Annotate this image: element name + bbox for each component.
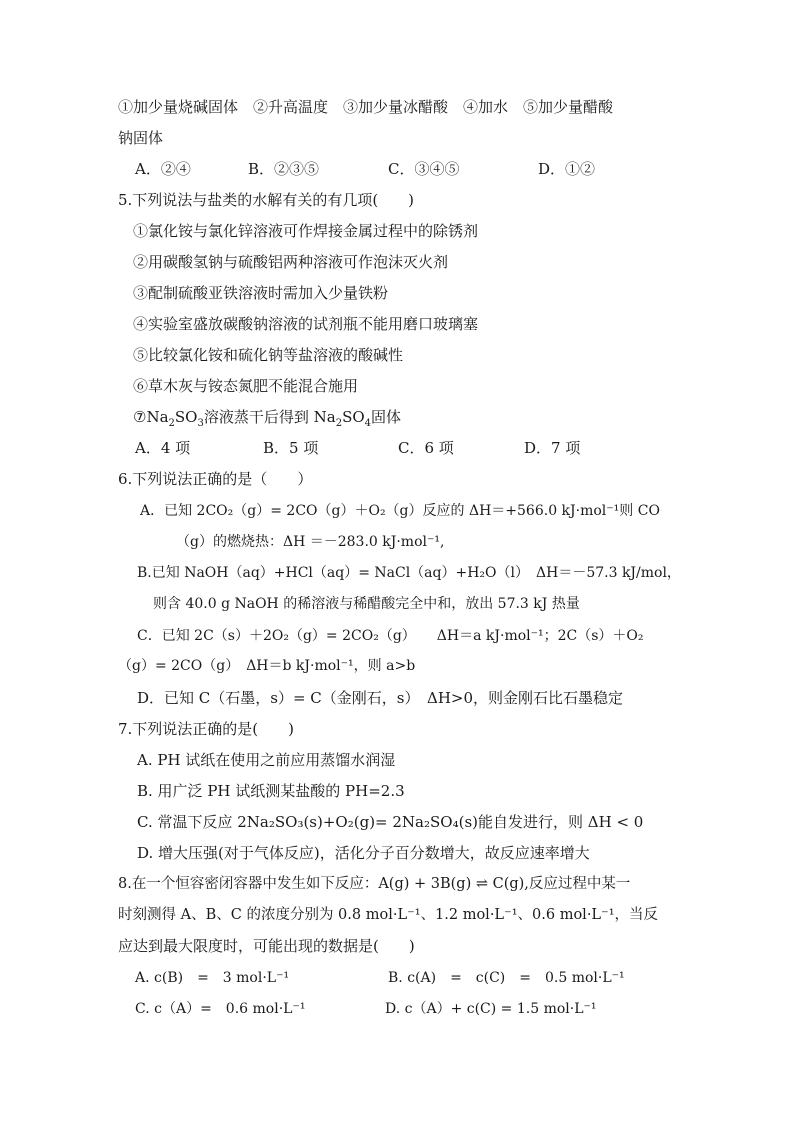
- q8-option-c: C. c（A）= 0.6 mol·L⁻¹: [135, 1001, 306, 1017]
- q5-item7-part-c: 溶液蒸干后得到 Na: [203, 408, 336, 426]
- q4-option-d: D．①②: [538, 160, 596, 178]
- q8-option-a: A. c(B) = 3 mol·L⁻¹: [135, 970, 290, 986]
- q5-item7-sub-2a: 2: [168, 418, 175, 429]
- q7-option-a: A. PH 试纸在使用之前应用蒸馏水润湿: [137, 751, 396, 769]
- q6-option-d: D．已知 C（石墨，s）= C（金刚石，s） ΔH>0，则金刚石比石墨稳定: [137, 689, 624, 707]
- q5-item-5: ⑤比较氯化铵和硫化钠等盐溶液的酸碱性: [133, 346, 404, 364]
- q5-item7-part-b: SO: [174, 408, 198, 426]
- q5-item7-part-d: SO: [342, 408, 365, 426]
- q4-option-a: A．②④: [135, 160, 191, 178]
- q5-item7-sub-4: 4: [364, 418, 372, 429]
- q4-conditions-line1: ①加少量烧碱固体 ②升高温度 ③加少量冰醋酸 ④加水 ⑤加少量醋酸: [118, 98, 614, 116]
- q8-option-d: D. c（A）+ c(C) = 1.5 mol·L⁻¹: [385, 1001, 597, 1017]
- q5-item-7: [133, 407, 401, 427]
- q5-item7-sub-2b: 2: [335, 418, 343, 429]
- q8-stem-line3: 应达到最大限度时，可能出现的数据是( ): [118, 937, 415, 955]
- q5-item7-part-a: ⑦Na: [133, 408, 169, 426]
- q8-option-b: B. c(A) = c(C) = 0.5 mol·L⁻¹: [388, 970, 625, 986]
- q6-option-c-line1: C．已知 2C（s）＋2O₂（g）= 2CO₂（g） ΔH＝a kJ·mol⁻¹；2C（s）＋O₂: [137, 628, 644, 644]
- q5-item7-sub-3: 3: [197, 418, 204, 429]
- q7-option-c: C. 常温下反应 2Na₂SO₃(s)+O₂(g)= 2Na₂SO₄(s)能自发进行，则 ΔH < 0: [137, 813, 644, 831]
- q6-stem: 6.下列说法正确的是（ ）: [118, 470, 313, 488]
- q5-option-b: B．5 项: [263, 439, 319, 457]
- q4-option-b: B．②③⑤: [248, 160, 320, 178]
- q5-option-c: C．6 项: [398, 439, 454, 457]
- q5-item-3: ③配制硫酸亚铁溶液时需加入少量铁粉: [133, 284, 389, 302]
- q5-stem: 5.下列说法与盐类的水解有关的有几项( ): [118, 191, 415, 209]
- q5-item-1: ①氯化铵与氯化锌溶液可作焊接金属过程中的除锈剂: [133, 222, 479, 240]
- q6-option-a-line1: A．已知 2CO₂（g）= 2CO（g）＋O₂（g）反应的 ΔH＝+566.0 kJ·mol⁻¹则 CO: [140, 503, 660, 519]
- q5-option-d: D．7 项: [524, 439, 581, 457]
- q6-option-b-line1: B.已知 NaOH（aq）+HCl（aq）= NaCl（aq）+H₂O（l） ΔH＝－57.3 kJ/mol，: [137, 565, 681, 581]
- q5-item-4: ④实验室盛放碳酸钠溶液的试剂瓶不能用磨口玻璃塞: [133, 315, 479, 333]
- q4-option-c: C．③④⑤: [388, 160, 460, 178]
- q5-item7-part-e: 固体: [371, 408, 402, 426]
- q8-stem-line2: 时刻测得 A、B、C 的浓度分别为 0.8 mol·L⁻¹、1.2 mol·L⁻¹、0.6 mol·L⁻¹，当反: [118, 907, 659, 923]
- q6-option-b-line2: 则含 40.0 g NaOH 的稀溶液与稀醋酸完全中和，放出 57.3 kJ 热量: [153, 596, 580, 612]
- q6-option-c-line2: （g）= 2CO（g） ΔH＝b kJ·mol⁻¹，则 a>b: [118, 658, 416, 674]
- q7-option-b: B. 用广泛 PH 试纸测某盐酸的 PH=2.3: [137, 782, 405, 800]
- q5-item-6: ⑥草木灰与铵态氮肥不能混合施用: [133, 377, 359, 395]
- q8-stem-line1: 8.在一个恒容密闭容器中发生如下反应：A(g) + 3B(g) ⇌ C(g),反应过程中某一: [118, 876, 631, 892]
- q7-option-d: D. 增大压强(对于气体反应)，活化分子百分数增大，故反应速率增大: [137, 844, 590, 862]
- q6-option-a-line2: （g）的燃烧热：ΔH ＝－283.0 kJ·mol⁻¹,: [176, 534, 445, 550]
- q5-item-2: ②用碳酸氢钠与硫酸铝两种溶液可作泡沫灭火剂: [133, 253, 449, 271]
- q4-conditions-line2: 钠固体: [118, 129, 164, 147]
- q5-option-a: A．4 项: [135, 439, 191, 457]
- q7-stem: 7.下列说法正确的是( ): [118, 720, 295, 738]
